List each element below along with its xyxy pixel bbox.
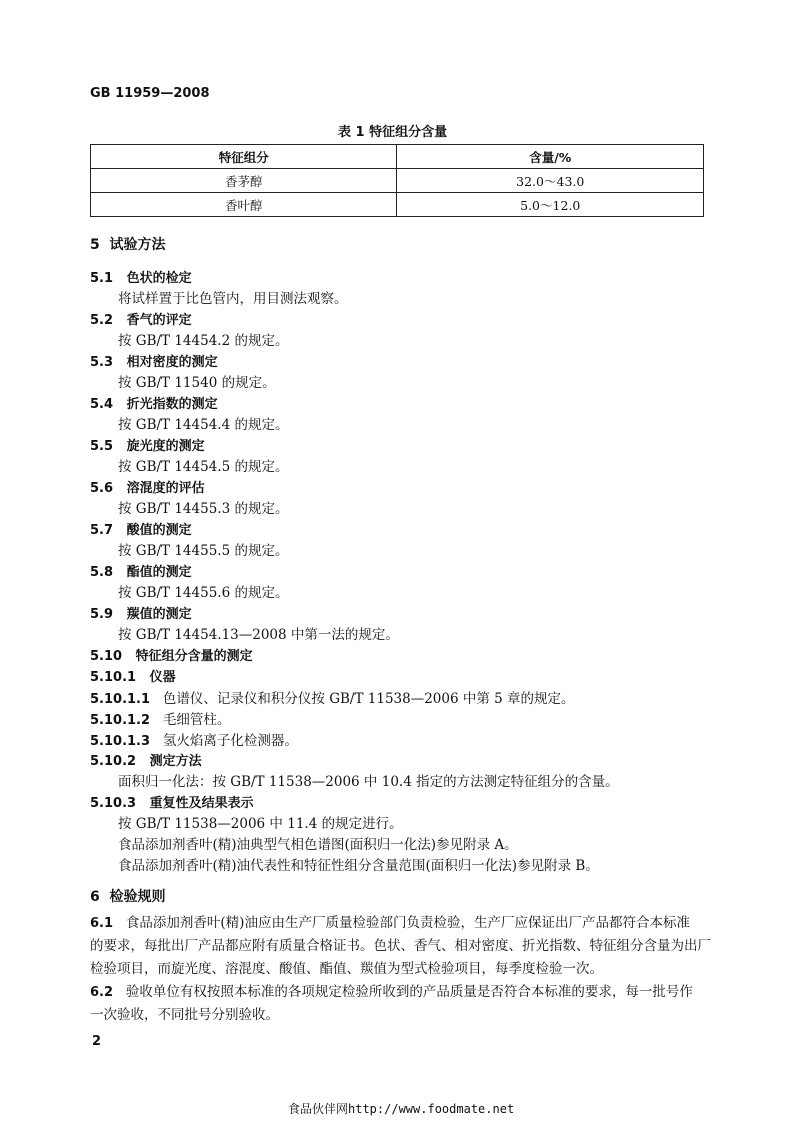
clause-number: 5.9 bbox=[90, 607, 114, 622]
clause-number: 5.10.1.2 bbox=[90, 713, 151, 728]
section-title: 检验规则 bbox=[109, 889, 166, 905]
clause-heading bbox=[90, 561, 192, 580]
clause-title: 特征组分含量的测定 bbox=[135, 649, 253, 664]
clause-title: 旋光度的测定 bbox=[126, 439, 205, 454]
clause-6-1 bbox=[90, 912, 690, 935]
clause-line: 检验项目，而旋光度、溶混度、酸值、酯值、羰值为型式检验项目，每季度检验一次。 bbox=[90, 961, 603, 977]
clause-heading bbox=[90, 603, 192, 622]
clause-title: 香气的评定 bbox=[126, 313, 192, 328]
clause-title: 相对密度的测定 bbox=[126, 355, 218, 370]
clause-number: 5.10.1 bbox=[90, 670, 137, 685]
clause-number: 5.4 bbox=[90, 397, 114, 412]
feature-component-table bbox=[90, 144, 704, 217]
clause-body: 按 GB/T 11540 的规定。 bbox=[118, 375, 276, 391]
clause-number: 5.10.3 bbox=[90, 796, 137, 811]
clause-body: 按 GB/T 11538—2006 中 11.4 的规定进行。 bbox=[118, 816, 403, 832]
table-header-cell: 含量/% bbox=[397, 145, 704, 169]
clause-title: 重复性及结果表示 bbox=[149, 796, 254, 811]
table-cell: 5.0～12.0 bbox=[397, 193, 704, 217]
table-cell: 32.0～43.0 bbox=[397, 169, 704, 193]
clause-title: 色状的检定 bbox=[126, 271, 192, 286]
clause-heading bbox=[90, 393, 218, 412]
page-number: 2 bbox=[92, 1034, 102, 1049]
clause-heading bbox=[90, 435, 205, 454]
clause-body: 将试样置于比色管内，用目测法观察。 bbox=[118, 291, 348, 307]
table-row bbox=[91, 193, 704, 217]
clause-heading bbox=[90, 477, 205, 496]
clause-body: 按 GB/T 14454.13—2008 中第一法的规定。 bbox=[118, 627, 399, 643]
subclause-line bbox=[90, 708, 230, 728]
clause-heading bbox=[90, 267, 192, 286]
clause-body: 食品添加剂香叶(精)油典型气相色谱图(面积归一化法)参见附录 A。 bbox=[118, 837, 518, 853]
section-number: 6 bbox=[90, 889, 100, 905]
clause-number: 6.1 bbox=[90, 916, 114, 931]
clause-number: 5.5 bbox=[90, 439, 114, 454]
clause-title: 仪器 bbox=[149, 670, 176, 685]
section-number: 5 bbox=[90, 237, 100, 253]
clause-body: 按 GB/T 14454.4 的规定。 bbox=[118, 417, 289, 433]
clause-body: 面积归一化法：按 GB/T 11538—2006 中 10.4 指定的方法测定特征组分的含量。 bbox=[118, 774, 619, 790]
clause-number: 5.2 bbox=[90, 313, 114, 328]
clause-body: 按 GB/T 14454.2 的规定。 bbox=[118, 333, 289, 349]
table-header-row bbox=[91, 145, 704, 169]
clause-body: 色谱仪、记录仪和积分仪按 GB/T 11538—2006 中第 5 章的规定。 bbox=[162, 691, 575, 707]
subclause-line bbox=[90, 729, 298, 749]
clause-6-2 bbox=[90, 981, 693, 1004]
standard-code: GB 11959—2008 bbox=[90, 86, 210, 101]
clause-line: 一次验收，不同批号分别验收。 bbox=[90, 1007, 279, 1023]
subclause-line bbox=[90, 687, 575, 707]
clause-number: 5.8 bbox=[90, 565, 114, 580]
table-header-cell: 特征组分 bbox=[91, 145, 397, 169]
table-caption: 表 1 特征组分含量 bbox=[338, 125, 448, 140]
clause-title: 羰值的测定 bbox=[126, 607, 192, 622]
clause-number: 5.1 bbox=[90, 271, 114, 286]
clause-title: 测定方法 bbox=[149, 754, 202, 769]
section-title: 试验方法 bbox=[109, 237, 166, 253]
clause-number: 5.10 bbox=[90, 649, 123, 664]
clause-body: 食品添加剂香叶(精)油代表性和特征性组分含量范围(面积归一化法)参见附录 B。 bbox=[118, 858, 599, 874]
section-6-heading bbox=[90, 886, 166, 906]
table-cell: 香叶醇 bbox=[91, 193, 397, 217]
clause-body: 按 GB/T 14455.3 的规定。 bbox=[118, 501, 289, 517]
clause-title: 酸值的测定 bbox=[126, 523, 192, 538]
clause-number: 5.10.2 bbox=[90, 754, 137, 769]
clause-body: 氢火焰离子化检测器。 bbox=[162, 733, 298, 749]
section-5-heading bbox=[90, 234, 166, 254]
source-watermark: 食品伙伴网http://www.foodmate.net bbox=[288, 1102, 515, 1116]
clause-body: 按 GB/T 14455.6 的规定。 bbox=[118, 585, 289, 601]
clause-body: 毛细管柱。 bbox=[162, 712, 231, 728]
clause-body: 按 GB/T 14454.5 的规定。 bbox=[118, 459, 289, 475]
clause-title: 溶混度的评估 bbox=[126, 481, 205, 496]
clause-number: 5.3 bbox=[90, 355, 114, 370]
clause-heading bbox=[90, 519, 192, 538]
clause-body: 按 GB/T 14455.5 的规定。 bbox=[118, 543, 289, 559]
table-row bbox=[91, 169, 704, 193]
clause-title: 折光指数的测定 bbox=[126, 397, 218, 412]
clause-number: 6.2 bbox=[90, 985, 114, 1000]
clause-line: 食品添加剂香叶(精)油应由生产厂质量检验部门负责检验，生产厂应保证出厂产品都符合本标准 bbox=[125, 915, 690, 931]
clause-heading bbox=[90, 645, 253, 664]
clause-heading bbox=[90, 792, 254, 811]
clause-line: 验收单位有权按照本标准的各项规定检验所收到的产品质量是否符合本标准的要求，每一批号作 bbox=[125, 984, 693, 1000]
clause-heading bbox=[90, 309, 192, 328]
clause-number: 5.10.1.3 bbox=[90, 734, 151, 749]
clause-heading bbox=[90, 750, 202, 769]
clause-heading bbox=[90, 666, 176, 685]
clause-title: 酯值的测定 bbox=[126, 565, 192, 580]
clause-number: 5.7 bbox=[90, 523, 114, 538]
clause-line: 的要求，每批出厂产品都应附有质量合格证书。色状、香气、相对密度、折光指数、特征组分含量为出厂 bbox=[90, 938, 711, 954]
clause-number: 5.10.1.1 bbox=[90, 692, 151, 707]
clause-number: 5.6 bbox=[90, 481, 114, 496]
clause-heading bbox=[90, 351, 218, 370]
table-cell: 香茅醇 bbox=[91, 169, 397, 193]
